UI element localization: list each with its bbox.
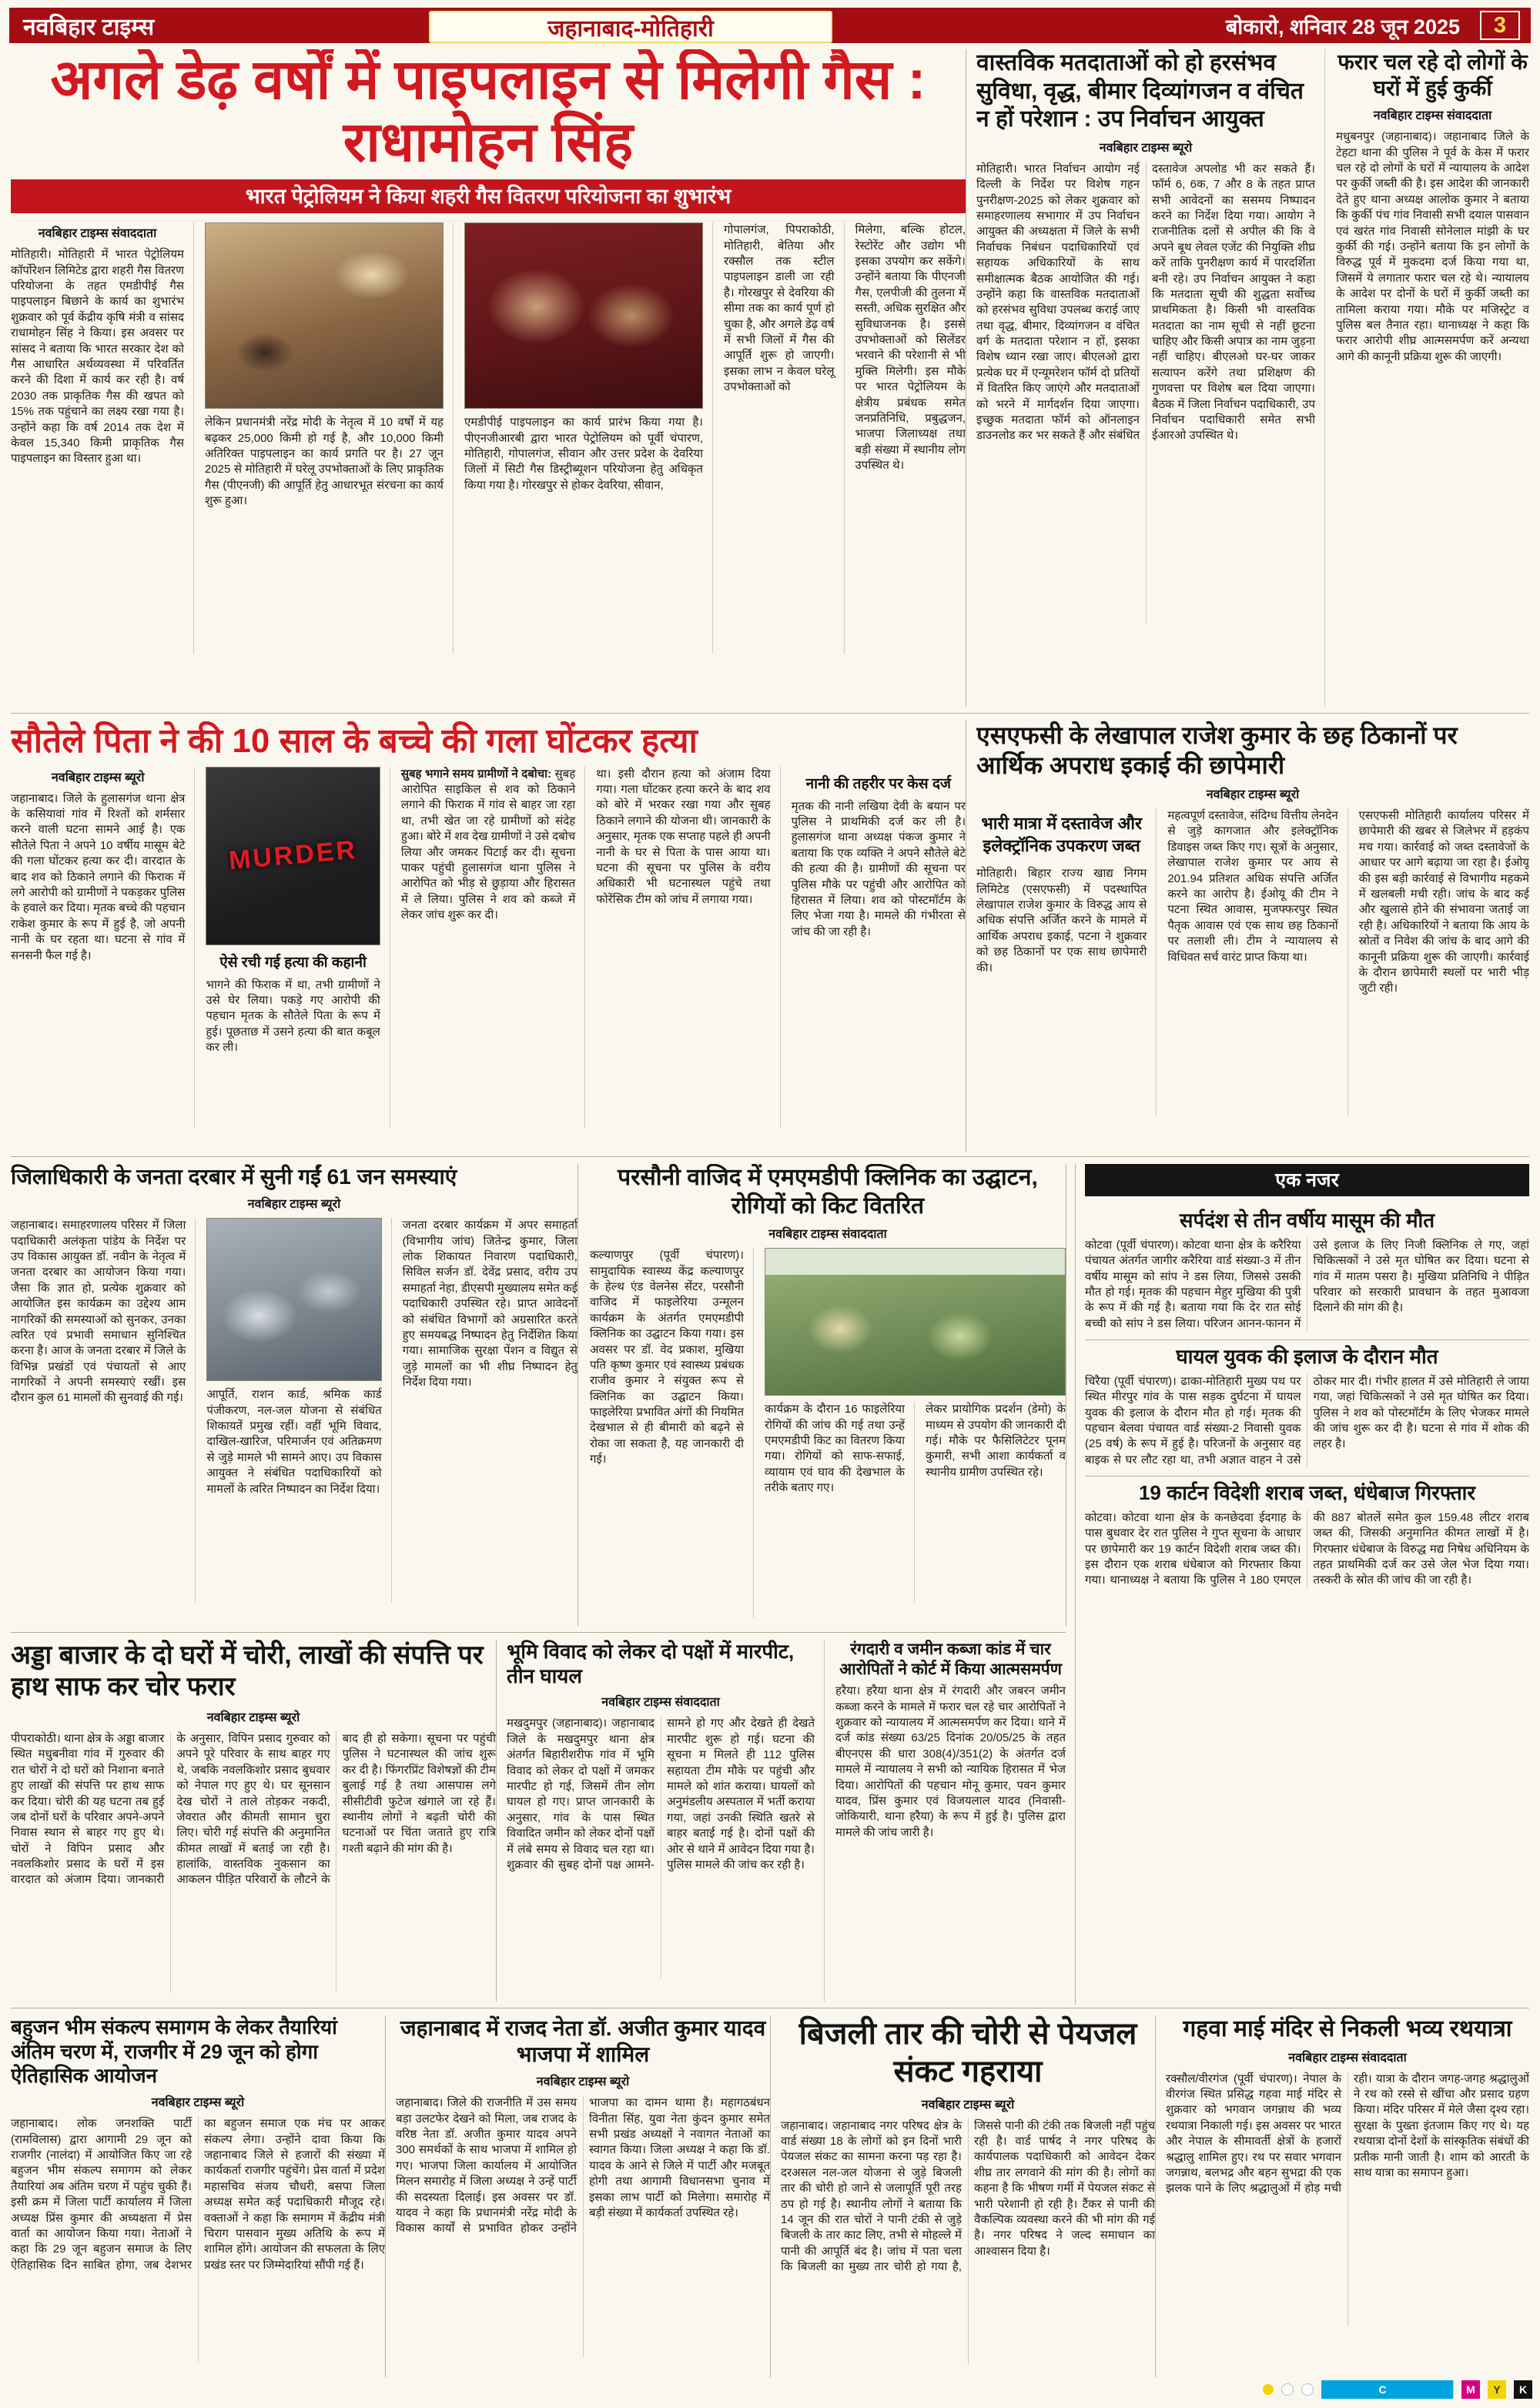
edition-box <box>429 11 832 43</box>
murder-col3: सुबह आरोपित साइकिल से शव को ठिकाने लगाने की फिराक में गांव से बाहर जा रहा था, तभी खेत जा रहे ग्रामीणों को संदेह हुआ। बोरे में शव देख ग्रामीणों ने उसे दबोच लिया और जमकर पिटाई कर दी। सूचना पाकर पहुंची हुलासगंज थाना पुलिस ने आरोपित को भीड़ से छुड़ाया और हिरासत में ले लिया। पुलिस ने शव को कब्जे में लेकर जांच शुरू कर दी। <box>400 767 576 922</box>
mmdp-col3: लेकर प्रायोगिक प्रदर्शन (डेमो) के माध्यम से उपयोग की जानकारी दी गई। मौके पर फैसिलिटेटर पूनम कुमारी, सभी आशा कार्यकर्ता व स्थानीय ग्रामीण उपस्थित रहे। <box>926 1403 1066 1479</box>
bahujan-body: जहानाबाद। लोक जनशक्ति पार्टी (रामविलास) द्वारा आगामी 29 जून को राजगीर (नालंदा) में आयोजित किए जा रहे बहुजन भीम संकल्प समागम को लेकर तैयारियां अब अंतिम चरण में पहुंच चुकी हैं। इसी क्रम में जिला पार्टी कार्यालय में जिला अध्यक्ष प्रिंस कुमार की अध्यक्षता में प्रेस वार्ता का आयोजन किया गया। नेताओं ने कहा कि 29 जून बहुजन समाज के लिए ऐतिहासिक दिन साबित होगा, जब देशभर का बहुजन समाज एक मंच पर आकर संकल्प लेगा। उन्होंने दावा किया कि जहानाबाद जिले से हजारों की संख्या में कार्यकर्ता राजगीर पहुंचेंगे। प्रेस वार्ता में प्रदेश महासचिव संजय चौधरी, बसपा जिला अध्यक्ष समेत कई पदाधिकारी मौजूद रहे। वक्ताओं ने कहा कि समागम में केंद्रीय मंत्री चिराग पासवान मुख्य अतिथि के रूप में शामिल होंगे। आयोजन की सफलता के लिए प्रखंड स्तर पर जिम्मेदारियां सौंपी गई हैं। <box>11 2117 385 2272</box>
sfc-col1: मोतिहारी। बिहार राज्य खाद्य निगम लिमिटेड (एसएफसी) में पदस्थापित लेखापाल राजेश कुमार के विरुद्ध आय से अधिक संपत्ति अर्जित करने के मामले में आर्थिक अपराध इकाई, पटना ने शुक्रवार को छह ठिकानों पर एक साथ छापेमारी की। <box>976 867 1147 975</box>
murder-lead: सुबह भगाने समय ग्रामीणों ने दबोचा: <box>400 767 552 781</box>
power-headline: बिजली तार की चोरी से पेयजल संकट गहराया <box>798 2017 1137 2089</box>
kurki-body: मधुबनपुर (जहानाबाद)। जहानाबाद जिले के टेहटा थाना की पुलिस ने पूर्व के केस में फरार चल रहे दो लोगों के घरों में न्यायालय के आदेश पर कुर्की जब्ती की है। इस आदेश की जानकारी देते हुए थाना अध्यक्ष आलोक कुमार ने बताया कि कुर्की पंच गांव निवासी सभी दयाल पासवान एवं खरंत गांव निवासी सोनेलाल मांझी के घर कुर्की की गई। उन्होंने बताया कि इन लोगों के विरुद्ध पूर्व में मुकदमा दर्ज किया गया था, जिसमें ये लगातार फरार चल रहे थे। न्यायालय के आदेश पर दोनों के घरों में कुर्की जब्ती का तामिला कराया गया। मौके पर मजिस्ट्रेट व पुलिस बल तैनात रहा। थानाध्यक्ष ने कहा कि फरार आरोपी शीघ्र आत्मसमर्पण करें अन्यथा आगे की कानूनी प्रक्रिया शुरू की जाएगी। <box>1336 130 1529 363</box>
mmdp-col2: कार्यक्रम के दौरान 16 फाइलेरिया रोगियों की जांच की गई तथा उन्हें एमएमडीपी किट का वितरण किया गया। रोगियों को साफ-सफाई, व्यायाम एवं घाव की देखभाल के तरीके बताए गए। <box>765 1403 905 1495</box>
article-election-review <box>976 49 1529 707</box>
print-registration-marks <box>1263 2380 1532 2399</box>
murder-subhead-1: ऐसे रची गई हत्या की कहानी <box>219 954 367 971</box>
rath-byline: नवबिहार टाइम्स संवाददाता <box>1288 2051 1407 2065</box>
election-byline: नवबिहार टाइम्स ब्यूरो <box>1099 141 1193 155</box>
brief3-body: कोटवा। कोटवा थाना क्षेत्र के कनछेदवा ईदगाह के पास बुधवार देर रात पुलिस ने गुप्त सूचना के आधार पर छापेमारी कर 19 कार्टन विदेशी शराब जब्त की। इस दौरान एक शराब धंधेबाज को गिरफ्तार किया गया। थानाध्यक्ष ने बताया कि पुलिस ने 180 एमएल की 887 बोतलें समेत कुल 159.48 लीटर शराब जब्त की, जिसकी अनुमानित कीमत लाखों में है। गिरफ्तार धंधेबाज के विरुद्ध मद्य निषेध अधिनियम के तहत प्राथमिकी दर्ज कर उसे जेल भेज दिया गया। तस्करी के स्रोत की जांच की जा रही है। <box>1085 1510 1529 1587</box>
kurki-byline: नवबिहार टाइम्स संवाददाता <box>1373 109 1492 123</box>
sfc-col2: महत्वपूर्ण दस्तावेज, संदिग्ध वित्तीय लेनदेन से जुड़े कागजात और इलेक्ट्रॉनिक डिवाइस जब्त किए गए। सूत्रों के अनुसार, लेखापाल राजेश कुमार पर आय से 201.94 प्रतिशत अधिक संपत्ति अर्जित करने का आरोप है। ईओयू की टीम ने पटना स्थित आवास, मुजफ्फरपुर स्थित पैतृक आवास एवं एक साथ छह ठिकानों पर तलाशी ली। टीम ने न्यायालय से विधिवत सर्च वारंट प्राप्त किया था। <box>1167 809 1338 964</box>
article-surrender <box>835 1640 1066 2002</box>
article-rath-yatra <box>1166 2015 1529 2370</box>
surrender-body: हरैया। हरैया थाना क्षेत्र में रंगदारी और जबरन जमीन कब्जा करने के मामले में फरार चल रहे चार आरोपितों ने शुक्रवार को न्यायालय में आत्मसमर्पण कर दिया। थाने में दर्ज कांड संख्या 63/25 दिनांक 20/05/25 के तहत बीएनएस की धारा 308(4)/351(2) के अंतर्गत दर्ज मामले में न्यायालय ने सभी को न्यायिक हिरासत में भेज दिया। आरोपितों की पहचान मोनू कुमार, पवन कुमार यादव, प्रिंस कुमार एवं विजयलाल यादव (निवासी- जोकियारी, थाना हरैया) के रूप में हुई है। पुलिस द्वारा मामले की जांच जारी है। <box>835 1684 1066 1839</box>
janta-body <box>11 1218 578 1603</box>
rjd-byline: नवबिहार टाइम्स ब्यूरो <box>536 2075 630 2089</box>
power-body: जहानाबाद। जहानाबाद नगर परिषद क्षेत्र के वार्ड संख्या 18 के लोगों को इन दिनों भारी पेयजल संकट का सामना करना पड़ रहा है। दरअसल नल-जल योजना से जुड़े बिजली तार की चोरी हो जाने से जलापूर्ति पूरी तरह ठप हो गई है। स्थानीय लोगों ने बताया कि 14 जून की रात चोरों ने पानी टंकी से जुड़े बिजली के तार काट लिए, तभी से मोहल्ले में पानी की आपूर्ति बंद है। जांच में पता चला कि बिजली का मुख्य तार चोरी हो गया है, जिससे पानी की टंकी तक बिजली नहीं पहुंच रही है। वार्ड पार्षद ने नगर परिषद के कार्यपालक पदाधिकारी को आवेदन देकर शीघ्र तार लगवाने की मांग की है। लोगों का कहना है कि भीषण गर्मी में पेयजल संकट से भारी परेशानी हो रही है। टैंकर से पानी की वैकल्पिक व्यवस्था करने की भी मांग की गई है। नगर परिषद ने जल्द समाधान का आश्वासन दिया है। <box>781 2119 1155 2274</box>
sfc-headline: एसएफसी के लेखापाल राजेश कुमार के छह ठिकानों पर आर्थिक अपराध इकाई की छापेमारी <box>976 721 1458 780</box>
janta-darbar-photo <box>206 1218 381 1381</box>
theft-body: पीपराकोठी। थाना क्षेत्र के अड्डा बाजार स्थित मधुबनीवा गांव में गुरुवार की रात चोरों ने दो घरों को निशाना बनाते हुए लाखों की संपत्ति पर हाथ साफ कर दिया। चोरी की यह घटना तब हुई जब दोनों घरों के परिवार अपने-अपने निवास स्थान से बाहर गए हुए थे। चोरों ने विपिन प्रसाद और नवलकिशोर प्रसाद के घरों में इस वारदात को अंजाम दिया। जानकारी के अनुसार, विपिन प्रसाद गुरुवार को अपने पूरे परिवार के साथ बाहर गए थे, जबकि नवलकिशोर प्रसाद बुधवार को नेपाल गए हुए थे। घर सूनसान देख चोरों ने ताले तोड़कर नकदी, जेवरात और कीमती सामान चुरा लिए। चोरी गई संपत्ति की अनुमानित कीमत लाखों में बताई जा रही है। हालांकि, वास्तविक नुकसान का आकलन पीड़ित परिवारों के लौटने के बाद ही हो सकेगा। सूचना पर पहुंची पुलिस ने घटनास्थल की जांच शुरू कर दी है। फिंगरप्रिंट विशेषज्ञों की टीम बुलाई गई है तथा आसपास लगे सीसीटीवी फुटेज खंगाले जा रहे हैं। स्थानीय लोगों ने बढ़ती चोरी की घटनाओं पर चिंता जताते हुए रात्रि गश्ती बढ़ाने की मांग की है। <box>11 1731 496 1887</box>
article-janta-darbar <box>11 1164 578 1626</box>
brief-snakebite <box>1085 1204 1529 1340</box>
murder-headline: सौतेले पिता ने की 10 साल के बच्चे की गला घोंटकर हत्या <box>11 722 698 760</box>
page-number: 3 <box>1480 11 1520 40</box>
gas-headline: अगले डेढ़ वर्षों में पाइपलाइन से मिलेगी गैस : राधामोहन सिंह <box>50 49 926 173</box>
murder-col1: जहानाबाद। जिले के हुलासगंज थाना क्षेत्र के कसियावां गांव में रिश्तों को शर्मसार करने वाली घटना सामने आई है। एक सौतेले पिता ने अपने 10 वर्षीय मासूम बेटे की गला घोंटकर हत्या कर दी। वारदात के बाद शव को ठिकाने लगाने की फिराक में लगे आरोपी को ग्रामीणों ने पकड़कर पुलिस के हवाले कर दिया। मृतक बच्चे की पहचान राकेश कुमार के रूप में हुई है, जो अपनी नानी के घर रहता था। घटना से गांव में सनसनी फैल गई है। <box>11 791 186 962</box>
gas-col3: एमडीपीई पाइपलाइन का कार्य प्रारंभ किया गया है। पीएनजीआरबी द्वारा भारत पेट्रोलियम को पूर्वी चंपारण, मोतिहारी, गोपालगंज, सीवान और उत्तर प्रदेश के देवरिया जिलों में सिटी गैस डिस्ट्रीब्यूशन परियोजना हेतु अधिकृत किया गया है। गोरखपुर से होकर देवरिया, सीवान, <box>464 416 703 492</box>
masthead-dateline: बोकारो, शनिवार 28 जून 2025 <box>1225 15 1460 38</box>
janta-col1: जहानाबाद। समाहरणालय परिसर में जिला पदाधिकारी अलंकृता पांडेय के निर्देश पर उप विकास आयुक्त डॉ. नवीन के नेतृत्व में जनता दरबार का आयोजन किया गया। जैसा कि ज्ञात हो, प्रत्येक शुक्रवार को आयोजित इस कार्यक्रम का उद्देश्य आम नागरिकों की समस्याओं को सुनकर, उनका त्वरित एवं प्रभावी समाधान सुनिश्चित करना है। आज के जनता दरबार में जिले के विभिन्न प्रखंडों एवं पंचायतों से आए नागरिकों ने अपनी समस्याएं रखीं। इस दौरान कुल 61 मामलों की सुनवाई की गई। <box>11 1219 186 1405</box>
rath-headline: गहवा माई मंदिर से निकली भव्य रथयात्रा <box>1183 2016 1512 2042</box>
sfc-body <box>976 808 1529 1116</box>
magenta-mark: M <box>1461 2380 1480 2399</box>
brief-accident-death <box>1085 1340 1529 1477</box>
land-body: मखदुमपुर (जहानाबाद)। जहानाबाद जिले के मखदुमपुर थाना क्षेत्र अंतर्गत बिहारीशरीफ गांव में भूमि विवाद को लेकर दो पक्षों में जमकर मारपीट हो गई, जिसमें तीन लोग घायल हो गए। प्राप्त जानकारी के अनुसार, गांव के पास स्थित विवादित जमीन को लेकर दोनों पक्षों में लंबे समय से विवाद चल रहा था। शुक्रवार की सुबह दोनों पक्ष आमने-सामने हो गए और देखते ही देखते मारपीट शुरू हो गई। घटना की सूचना म मिलते ही 112 पुलिस सहायता टीम मौके पर पहुंची और मामले को शांत कराया। घायलों को अनुमंडलीय अस्पताल में भर्ती कराया गया, जहां उनकी स्थिति खतरे से बाहर बताई गई है। दोनों पक्षों की ओर से थाने में आवेदन दिया गया है। पुलिस मामले की जांच कर रही है। <box>507 1717 815 1871</box>
surrender-headline: रंगदारी व जमीन कब्जा कांड में चार आरोपितों ने कोर्ट में किया आत्मसमर्पण <box>839 1640 1062 1678</box>
murder-col4: था। इसी दौरान हत्या को अंजाम दिया गया। गला घोंटकर हत्या करने के बाद शव को बोरे में भरकर रखा गया और सुबह ठिकाने लगाने की योजना थी। जानकारी के अनुसार, मृतक एक सप्ताह पहले ही अपनी नानी के घर से पिता के पास आया था। घटना की सूचना पर पुलिस के वरीय अधिकारी भी घटनास्थल पहुंचे तथा फोरेंसिक टीम को जांच में लगाया गया। <box>596 767 771 906</box>
gas-subhead-band: भारत पेट्रोलियम ने किया शहरी गैस वितरण परियोजना का शुभारंभ <box>11 179 966 213</box>
gas-body <box>11 222 966 654</box>
article-land-dispute <box>507 1640 1066 2002</box>
election-headline: वास्तविक मतदाताओं को हो हरसंभव सुविधा, वृद्ध, बीमार दिव्यांगजन व वंचित न हों परेशान : उप निर्वाचन आयुक्त <box>976 50 1304 132</box>
bahujan-headline: बहुजन भीम संकल्प समागम के लेकर तैयारियां अंतिम चरण में, राजगीर में 29 जून को होगा ऐतिहासिक आयोजन <box>11 2015 337 2088</box>
bahujan-byline: नवबिहार टाइम्स ब्यूरो <box>151 2096 245 2110</box>
article-bahujan-samagam <box>11 2015 386 2377</box>
janta-col3: जनता दरबार कार्यक्रम में अपर समाहर्ता (विभागीय जांच) जितेन्द्र कुमार, जिला लोक शिकायत निवारण पदाधिकारी, सिविल सर्जन डॉ. देवेंद्र प्रसाद, वरीय उप समाहर्ता नेहा, डीएसपी मुख्यालय समेत कई पदाधिकारी उपस्थित रहे। प्राप्त आवेदनों को संबंधित विभागों को अग्रसारित करते हुए समयबद्ध निष्पादन हेतु निर्देशित किया गया। सामाजिक सुरक्षा पेंशन व विद्युत से जुड़े मामलों का भी शीघ्र निष्पादन हेतु निर्देश दिया गया। <box>402 1219 578 1390</box>
registration-dot <box>1281 2383 1294 2396</box>
mmdp-body <box>590 1248 1066 1617</box>
janta-byline: नवबिहार टाइम्स ब्यूरो <box>247 1198 341 1212</box>
murder-col2: भागने की फिराक में था, तभी ग्रामीणों ने उसे घेर लिया। पकड़े गए आरोपी की पहचान मृतक के सौतेले पिता के रूप में हुई। पूछताछ में उसने हत्या की बात कबूल कर ली। <box>206 978 380 1055</box>
murder-scene-photo <box>206 767 380 945</box>
mmdp-col1: कल्याणपुर (पूर्वी चंपारण)। सामुदायिक स्वास्थ्य केंद्र कल्याणपुर के हेल्थ एंड वेलनेस सेंटर, परसौनी वाजिद में फाइलेरिया उन्मूलन कार्यक्रम के अंतर्गत एमएमडीपी क्लिनिक का उद्घाटन किया गया। इस अवसर पर डॉ. वेद प्रकाश, मुखिया पति कृष्ण कुमार एवं स्वास्थ्य प्रबंधक राजीव कुमार ने संयुक्त रूप से क्लिनिक का उद्घाटन किया। फाइलेरिया प्रभावित अंगों की नियमित देखभाल से ही बीमारी को बढ़ने से रोका जा सकता है, यह जानकारी दी गई। <box>590 1249 744 1467</box>
brief1-headline: सर्पदंश से तीन वर्षीय मासूम की मौत <box>1179 1209 1435 1232</box>
cyan-mark: C <box>1321 2380 1454 2399</box>
sfc-inset: भारी मात्रा में दस्तावेज और इलेक्ट्रॉनिक उपकरण जब्त <box>981 814 1143 855</box>
sfc-col3: एसएफसी मोतिहारी कार्यालय परिसर में छापेमारी की खबर से जिलेभर में हड़कंप मच गया। कार्रवाई को जब्त दस्तावेजों के आधार पर आगे बढ़ाया जा रहा है। ईओयू की इस बड़ी कार्रवाई से विभागीय महकमे में खलबली मची रही। जांच के बाद कई और खुलासे होने की संभावना जताई जा रही है। अधिकारियों ने बताया कि आय के स्रोतों व निवेश की जांच के बाद आगे की कानूनी प्रक्रिया शुरू की जाएगी। कार्रवाई के दौरान छापेमारी स्थलों पर भारी भीड़ जुटी रही। <box>1358 809 1529 995</box>
article-mmdp-clinic <box>590 1164 1066 1626</box>
brief2-body: चिरैया (पूर्वी चंपारण)। ढाका-मोतिहारी मुख्य पथ पर स्थित मीरपुर गांव के पास सड़क दुर्घटना में घायल युवक की इलाज के दौरान मौत हो गई। मृतक की पहचान बेलवा पंचायत वार्ड संख्या-2 निवासी युवक (25 वर्ष) के रूप में हुई है। परिजनों के अनुसार वह बाइक से घर लौट रहा था, तभी अज्ञात वाहन ने उसे ठोकर मार दी। गंभीर हालत में उसे मोतिहारी ले जाया गया, जहां चिकित्सकों ने उसे मृत घोषित कर दिया। पुलिस ने शव को पोस्टमॉर्टम के लिए भेजकर मामले की जांच शुरू कर दी है। घटना से गांव में शोक की लहर है। <box>1085 1374 1529 1467</box>
sfc-byline: नवबिहार टाइम्स ब्यूरो <box>1206 788 1300 802</box>
gas-col4: गोपालगंज, पिपराकोठी, मोतिहारी, बेतिया और रक्सौल तक स्टील पाइपलाइन डाली जा रही है। गोरखपुर से देवरिया की सीमा तक का कार्य पूर्ण हो चुका है, और अगले डेढ़ वर्ष में सभी जिलों में गैस की आपूर्ति शुरू हो जाएगी। इसका लाभ न केवल घरेलू उपभोक्ताओं को <box>724 223 835 394</box>
registration-dot <box>1301 2383 1314 2396</box>
murder-photo-label: MURDER <box>227 834 359 876</box>
rjd-headline: जहानाबाद में राजद नेता डॉ. अजीत कुमार यादव भाजपा में शामिल <box>400 2016 766 2067</box>
mmdp-byline: नवबिहार टाइम्स संवाददाता <box>768 1228 887 1242</box>
kurki-headline: फरार चल रहे दो लोगों के घरों में हुई कुर्की <box>1337 50 1528 101</box>
land-headline: भूमि विवाद को लेकर दो पक्षों में मारपीट, तीन घायल <box>507 1640 795 1687</box>
gas-col5: मिलेगा, बल्कि होटल, रेस्टोरेंट और उद्योग भी इसका उपयोग कर सकेंगे। उन्होंने बताया कि पीएनजी गैस, एलपीजी की तुलना में सस्ती, अधिक सुरक्षित और सुविधाजनक है। इससे उपभोक्ताओं को सिलेंडर भरवाने की परेशानी से भी मुक्ति मिलेगी। इस मौके पर भारत पेट्रोलियम के क्षेत्रीय प्रबंधक समेत जनप्रतिनिधि, प्रबुद्धजन, भाजपा जिलाध्यक्ष तथा बड़ी संख्या में स्थानीय लोग उपस्थित थे। <box>855 223 966 473</box>
theft-byline: नवबिहार टाइम्स ब्यूरो <box>206 1711 300 1724</box>
brief3-headline: 19 कार्टन विदेशी शराब जब्त, धंधेबाज गिरफ्तार <box>1138 1481 1476 1505</box>
masthead <box>9 8 1531 43</box>
divider <box>11 713 1529 714</box>
janta-headline: जिलाधिकारी के जनता दरबार में सुनी गईं 61 जन समस्याएं <box>11 1165 457 1189</box>
divider <box>11 1632 1066 1633</box>
article-kurki <box>1336 49 1529 707</box>
ek-nazar-title: एक नजर <box>1085 1164 1529 1196</box>
gas-byline: नवबिहार टाइम्स संवाददाता <box>38 227 157 241</box>
article-power-theft-water <box>781 2015 1156 2377</box>
theft-headline: अड्डा बाजार के दो घरों में चोरी, लाखों की संपत्ति पर हाथ साफ कर चोर फरार <box>11 1640 484 1702</box>
article-adda-bazar-theft <box>11 1640 497 2002</box>
article-sfc-raid <box>976 721 1529 1152</box>
gas-col2: लेकिन प्रधानमंत्री नरेंद्र मोदी के नेतृत्व में 10 वर्षों में यह बढ़कर 25,000 किमी हो गई है, और 10,000 किमी अतिरिक्त पाइपलाइन का कार्य प्रगति पर है। 27 जून 2025 से मोतिहारी में घरेलू उपभोक्ताओं के लिए प्राकृतिक गैस (पीएनजी) की आपूर्ति हेतु आधारभूत संरचना का कार्य शुरू हुआ। <box>205 416 444 508</box>
article-child-murder <box>11 721 966 1152</box>
murder-subhead-2: नानी की तहरीर पर केस दर्ज <box>805 775 952 792</box>
edition-label: जहानाबाद-मोतिहारी <box>547 15 714 42</box>
murder-byline: नवबिहार टाइम्स ब्यूरो <box>51 771 145 784</box>
murder-col5: मृतक की नानी लखिया देवी के बयान पर पुलिस ने प्राथमिकी दर्ज कर ली है। हुलासगंज थाना अध्यक्ष पंकज कुमार ने बताया कि एक व्यक्ति ने अपने सौतेले बेटे की हत्या की है। ग्रामीणों की सूचना पर पुलिस मौके पर पहुंची और आरोपित को हिरासत में लिया। शव को पोस्टमॉर्टम के लिए भेजा गया है। मामले की गंभीरता से जांच की जा रही है। <box>791 799 966 938</box>
rjd-body: जहानाबाद। जिले की राजनीति में उस समय बड़ा उलटफेर देखने को मिला, जब राजद के वरिष्ठ नेता डॉ. अजीत कुमार यादव अपने 300 समर्थकों के साथ भाजपा में शामिल हो गए। भाजपा जिला कार्यालय में आयोजित मिलन समारोह में जिला अध्यक्ष ने उन्हें पार्टी की सदस्यता दिलाई। इस अवसर पर डॉ. यादव ने कहा कि प्रधानमंत्री नरेंद्र मोदी के विकास कार्यों से प्रभावित होकर उन्होंने भाजपा का दामन थामा है। महागठबंधन विनीता सिंह, युवा नेता कुंदन कुमार समेत सभी प्रखंड अध्यक्षों ने नवागत नेताओं का स्वागत किया। जिला अध्यक्ष ने कहा कि डॉ. यादव के आने से जिले में पार्टी और मजबूत होगी तथा आगामी विधानसभा चुनाव में इसका लाभ पार्टी को मिलेगा। समारोह में बड़ी संख्या में कार्यकर्ता उपस्थित रहे। <box>396 2096 770 2236</box>
paper-name: नवबिहार टाइम्स <box>23 14 155 40</box>
gas-col1: मोतिहारी। मोतिहारी में भारत पेट्रोलियम कॉर्पोरेशन लिमिटेड द्वारा शहरी गैस वितरण परियोजना के तहत एमडीपीई गैस पाइपलाइन बिछाने के कार्य का शुभारंभ शुक्रवार को पूर्व केंद्रीय कृषि मंत्री व सांसद राधामोहन सिंह ने किया। इस अवसर पर सांसद ने बताया कि भारत सरकार देश को गैस आधारित अर्थव्यवस्था में परिवर्तित करने की दिशा में कार्य कर रही है। वर्ष 2030 तक प्राकृतिक गैस की खपत को 15% तक पहुंचाने का लक्ष्य रखा गया है। उन्होंने कहा कि वर्ष 2014 तक देश में केवल 15,340 किमी प्राकृतिक गैस पाइपलाइन का विस्तार हुआ था। <box>11 248 184 466</box>
murder-body <box>11 767 966 1129</box>
brief2-headline: घायल युवक की इलाज के दौरान मौत <box>1176 1345 1438 1369</box>
article-gas-pipeline <box>11 49 966 707</box>
brief-liquor-seizure <box>1085 1477 1529 1597</box>
election-body: मोतिहारी। भारत निर्वाचन आयोग नई दिल्ली के निर्देश पर विशेष गहन पुनरीक्षण-2025 को लेकर शुक्रवार को समाहरणालय सभागार में उप निर्वाचन आयुक्त की अध्यक्षता में जिले के सभी निर्वाचक निबंधन पदाधिकारियों एवं सहायक अधिकारियों के साथ समीक्षात्मक बैठक आयोजित की गई। उन्होंने कहा कि वास्तविक मतदाताओं को हरसंभव सुविधा उपलब्ध कराई जाए तथा वृद्ध, बीमार, दिव्यांगजन व वंचित वर्ग के मतदाता परेशान न हों, इसका विशेष ध्यान रखा जाए। बीएलओ द्वारा प्रत्येक घर में एन्यूमरेशन फॉर्म दो प्रतियों में वितरित किए जाएंगे और मतदाताओं को भरने में मार्गदर्शन दिया जाएगा। इच्छुक मतदाता फॉर्म को ऑनलाइन डाउनलोड कर भर सकते हैं और संबंधित दस्तावेज अपलोड भी कर सकते हैं। फॉर्म 6, 6क, 7 और 8 के तहत प्राप्त सभी आवेदनों का ससमय निष्पादन करने का निर्देश दिया गया। आयोग ने राजनीतिक दलों से अपील की कि वे अपने बूथ लेवल एजेंट की नियुक्ति शीघ्र करें ताकि पुनरीक्षण कार्य में पारदर्शिता बनी रहे। उप निर्वाचन आयुक्त ने कहा कि मतदाता सूची की शुद्धता सर्वोच्च प्राथमिकता है। किसी भी वास्तविक मतदाता का नाम सूची से नहीं छूटना चाहिए और किसी अपात्र का नाम जुड़ना नहीं चाहिए। बीएलओ घर-घर जाकर सत्यापन करेंगे तथा प्रशिक्षण की गुणवत्ता पर विशेष बल दिया जाएगा। बैठक में जिला निर्वाचन पदाधिकारी, उप निर्वाचन पदाधिकारी समेत सभी ईआरओ उपस्थित थे। <box>976 162 1315 443</box>
land-byline: नवबिहार टाइम्स संवाददाता <box>601 1696 720 1710</box>
ek-nazar-column <box>1075 1164 1529 2005</box>
power-byline: नवबिहार टाइम्स ब्यूरो <box>921 2098 1015 2112</box>
yellow-mark: Y <box>1488 2380 1506 2399</box>
janta-col2: आपूर्ति, राशन कार्ड, श्रमिक कार्ड पंजीकरण, नल-जल योजना से संबंधित शिकायतें प्रमुख रहीं। वहीं भूमि विवाद, दाखिल-खारिज, परिमार्जन एवं अतिक्रमण से जुड़े मामले भी सामने आए। उप विकास आयुक्त ने संबंधित पदाधिकारियों को मामलों के त्वरित निष्पादन का निर्देश दिया। <box>206 1388 382 1496</box>
yellow-dot <box>1263 2384 1274 2395</box>
gas-launch-audience-photo <box>205 222 444 409</box>
divider <box>11 1156 1529 1157</box>
brief1-body: कोटवा (पूर्वी चंपारण)। कोटवा थाना क्षेत्र के करैरिया पंचायत अंतर्गत जागीर करैरिया वार्ड संख्या-3 में तीन वर्षीय मासूम को सांप ने डस लिया, जिससे उसकी मौत हो गई। मृतक की पहचान मेहुर मुखिया की पुत्री के रूप में की गई है। बताया गया कि देर रात सोई बच्ची को सांप ने डस लिया। परिजन आनन-फानन में उसे इलाज के लिए निजी क्लिनिक ले गए, जहां चिकित्सकों ने उसे मृत घोषित कर दिया। घटना से गांव में मातम पसरा है। मुखिया प्रतिनिधि ने पीड़ित परिवार को सरकारी प्रावधान के तहत मुआवजा दिलाने की मांग की है। <box>1085 1238 1529 1330</box>
mmdp-clinic-photo <box>765 1248 1066 1396</box>
rath-body: रक्सौल/वीरगंज (पूर्वी चंपारण)। नेपाल के वीरगंज स्थित प्रसिद्ध गहवा माई मंदिर से शुक्रवार को भगवान जगन्नाथ की भव्य रथयात्रा निकाली गई। इस अवसर पर भारत और नेपाल के सीमावर्ती क्षेत्रों के हजारों श्रद्धालु शामिल हुए। रथ पर सवार भगवान जगन्नाथ, बलभद्र और बहन सुभद्रा की एक झलक पाने के लिए श्रद्धालुओं में होड़ मची रही। यात्रा के दौरान जगह-जगह श्रद्धालुओं ने रथ को रस्से से खींचा और प्रसाद ग्रहण किया। मंदिर परिसर में मेले जैसा दृश्य रहा। सुरक्षा के पुख्ता इंतजाम किए गए थे। यह रथयात्रा दोनों देशों के सांस्कृतिक संबंधों की प्रतीक मानी जाती है। शाम को आरती के साथ यात्रा का समापन हुआ। <box>1166 2072 1529 2196</box>
article-rjd-leader-bjp <box>396 2015 771 2377</box>
mmdp-headline: परसौनी वाजिद में एमएमडीपी क्लिनिक का उद्घाटन, रोगियों को किट वितरित <box>618 1165 1038 1219</box>
black-mark: K <box>1514 2380 1532 2399</box>
gas-launch-speakers-photo <box>464 222 703 409</box>
